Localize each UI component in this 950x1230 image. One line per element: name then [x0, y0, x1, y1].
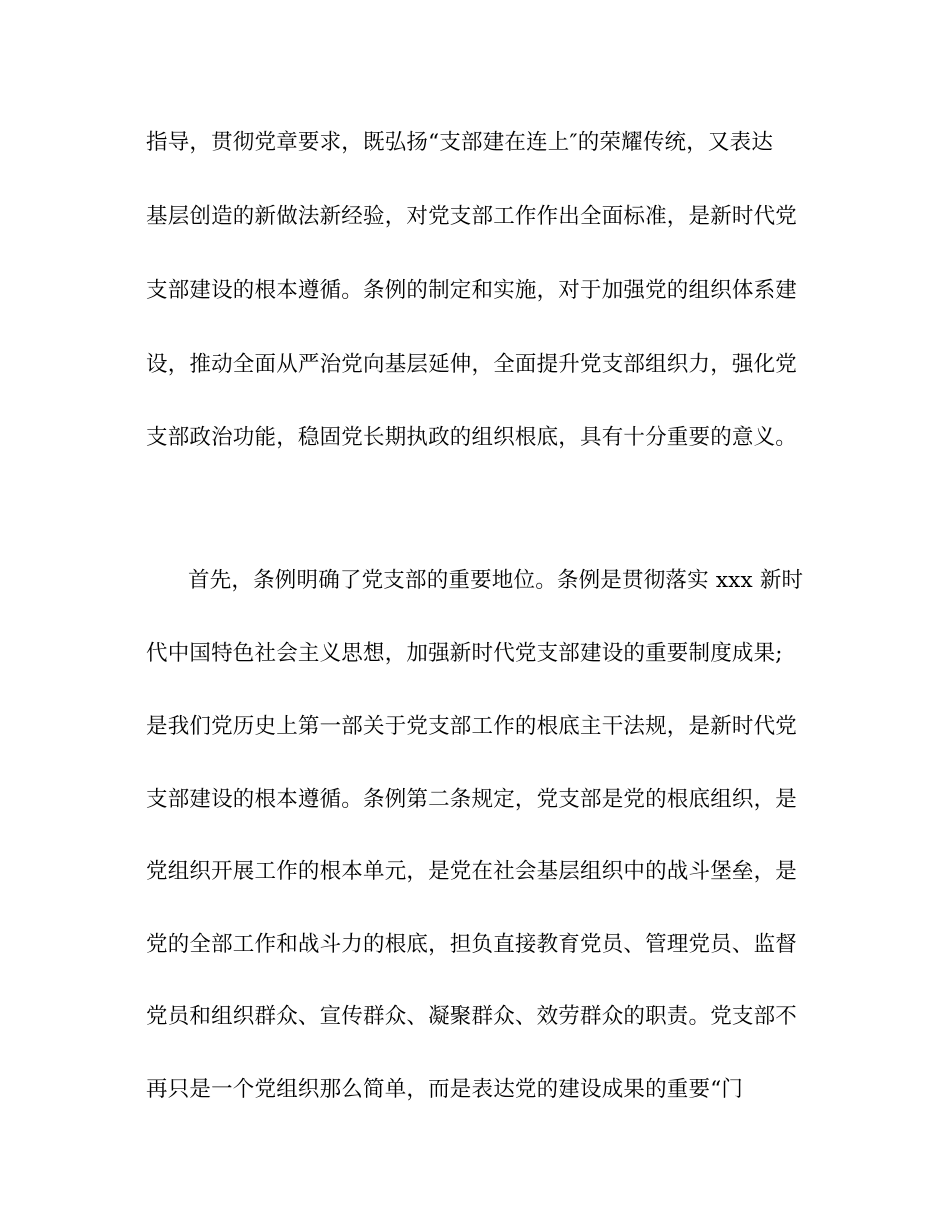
paragraph-2-line-6: 党的全部工作和战斗力的根底，担负直接教育党员、管理党员、监督: [146, 932, 798, 957]
paragraph-2-line-8: 再只是一个党组织那么简单，而是表达党的建设成果的重要“门: [146, 1077, 744, 1102]
paragraph-1-line-3: 支部建设的根本遵循。条例的制定和实施，对于加强党的组织体系建: [146, 278, 798, 303]
paragraph-1-line-1: 指导，贯彻党章要求，既弘扬“支部建在连上″的荣耀传统，又表达: [146, 130, 774, 155]
paragraph-1-line-2: 基层创造的新做法新经验，对党支部工作作出全面标准，是新时代党: [146, 204, 798, 229]
paragraph-1-line-4: 设，推动全面从严治党向基层延伸，全面提升党支部组织力，强化党: [146, 352, 798, 377]
paragraph-2-line-1: 首先，条例明确了党支部的重要地位。条例是贯彻落实 xxx 新时: [188, 568, 804, 593]
paragraph-2-line-3: 是我们党历史上第一部关于党支部工作的根底主干法规，是新时代党: [146, 714, 798, 739]
paragraph-2-line-7: 党员和组织群众、宣传群众、凝聚群众、效劳群众的职责。党支部不: [146, 1004, 798, 1029]
paragraph-1-line-5: 支部政治功能，稳固党长期执政的组织根底，具有十分重要的意义。: [146, 425, 798, 450]
paragraph-2-line-5: 党组织开展工作的根本单元，是党在社会基层组织中的战斗堡垒，是: [146, 859, 798, 884]
paragraph-2-line-2: 代中国特色社会主义思想，加强新时代党支部建设的重要制度成果;: [146, 641, 783, 666]
paragraph-2-line-4: 支部建设的根本遵循。条例第二条规定，党支部是党的根底组织，是: [146, 787, 798, 812]
